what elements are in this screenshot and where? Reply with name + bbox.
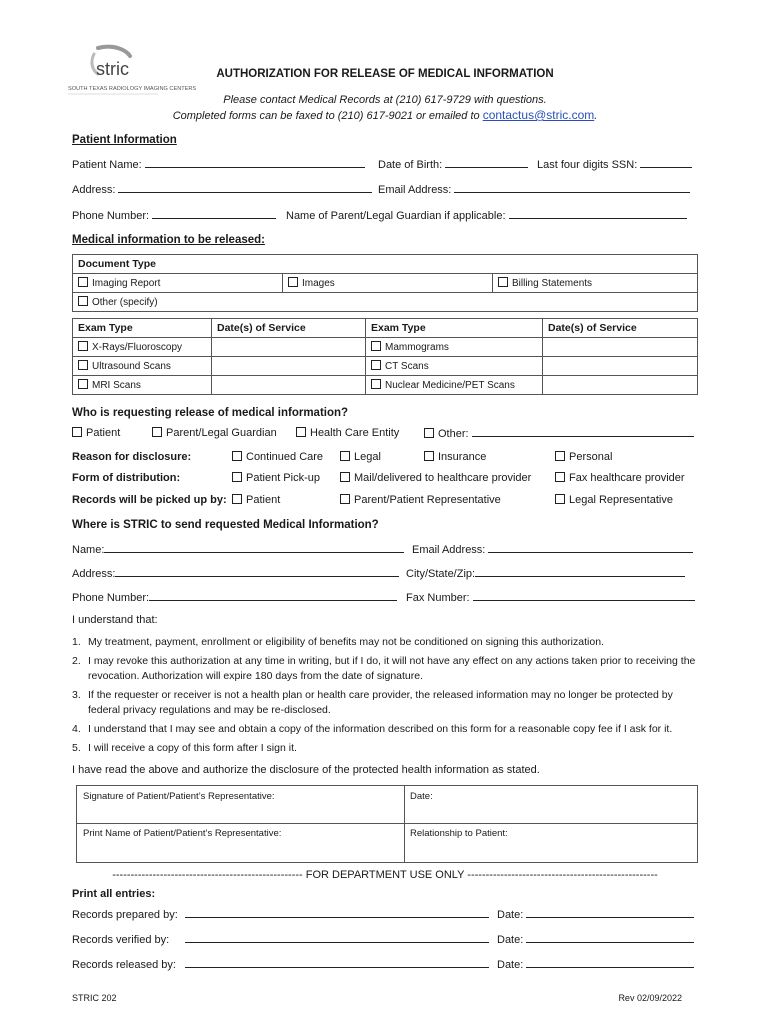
checkbox-icon[interactable] bbox=[288, 277, 298, 287]
option-label: Patient Pick-up bbox=[246, 472, 320, 484]
prepared-label: Records prepared by: bbox=[72, 909, 178, 921]
dest-fax-row bbox=[406, 591, 695, 604]
option-label: Health Care Entity bbox=[310, 427, 400, 439]
requester-guardian[interactable] bbox=[152, 427, 277, 439]
option-label: Other: bbox=[438, 428, 469, 440]
item-number: 3. bbox=[72, 689, 81, 701]
dest-email-field[interactable] bbox=[488, 543, 693, 553]
doc-type-label: Billing Statements bbox=[512, 278, 593, 289]
signature-date-field[interactable] bbox=[410, 791, 433, 802]
date-label: Date: bbox=[497, 909, 524, 921]
verified-row bbox=[72, 933, 489, 946]
checkbox-icon[interactable] bbox=[340, 494, 350, 504]
email-label: Email Address: bbox=[378, 184, 452, 196]
doc-type-billing[interactable] bbox=[493, 274, 698, 293]
reason-continued-care[interactable] bbox=[232, 451, 323, 463]
date-of-service-field[interactable] bbox=[212, 338, 366, 357]
exam-mammograms[interactable] bbox=[366, 338, 543, 357]
doc-type-label: Imaging Report bbox=[92, 278, 161, 289]
prepared-row bbox=[72, 908, 489, 921]
dest-address-field[interactable] bbox=[115, 567, 399, 577]
date-of-service-field[interactable] bbox=[543, 338, 698, 357]
address-row bbox=[72, 183, 372, 196]
requester-other[interactable] bbox=[424, 427, 694, 440]
dest-city-label: City/State/Zip: bbox=[406, 568, 476, 580]
dest-name-field[interactable] bbox=[104, 543, 404, 553]
released-date-row bbox=[497, 958, 694, 971]
dob-row bbox=[378, 158, 528, 171]
date-label: Date: bbox=[410, 791, 433, 802]
verified-date-field[interactable] bbox=[526, 933, 694, 943]
item-text: I understand that I may see and obtain a copy of the information described on this form for a reasonable copy fee if I ask for it. bbox=[88, 723, 673, 735]
document-type-header: Document Type bbox=[73, 255, 698, 274]
exam-label: CT Scans bbox=[385, 361, 429, 372]
exam-label: X-Rays/Fluoroscopy bbox=[92, 342, 183, 353]
released-date-field[interactable] bbox=[526, 958, 694, 968]
relationship-label: Relationship to Patient: bbox=[410, 828, 508, 839]
checkbox-icon[interactable] bbox=[424, 428, 434, 438]
option-label: Personal bbox=[569, 451, 613, 463]
patient-info-heading: Patient Information bbox=[72, 134, 177, 146]
dates-header: Date(s) of Service bbox=[543, 319, 698, 338]
pickup-legal[interactable] bbox=[555, 494, 673, 506]
pickup-label: Records will be picked up by: bbox=[72, 494, 227, 506]
reason-insurance[interactable] bbox=[424, 451, 486, 463]
phone-row bbox=[72, 209, 276, 222]
option-label: Patient bbox=[246, 494, 281, 506]
date-of-service-field[interactable] bbox=[212, 376, 366, 395]
list-item bbox=[72, 635, 697, 650]
patient-name-row bbox=[72, 158, 365, 171]
checkbox-icon[interactable] bbox=[72, 427, 82, 437]
ssn-label: Last four digits SSN: bbox=[537, 159, 638, 171]
dest-name-label: Name: bbox=[72, 544, 105, 556]
date-of-service-field[interactable] bbox=[543, 376, 698, 395]
checkbox-icon[interactable] bbox=[232, 494, 242, 504]
option-label: Fax healthcare provider bbox=[569, 472, 685, 484]
checkbox-icon[interactable] bbox=[371, 341, 381, 351]
checkbox-icon[interactable] bbox=[78, 379, 88, 389]
guardian-label: Name of Parent/Legal Guardian if applicable: bbox=[286, 210, 506, 222]
checkbox-icon[interactable] bbox=[232, 472, 242, 482]
signature-label: Signature of Patient/Patient’s Representative: bbox=[83, 791, 275, 802]
dest-email-label: Email Address: bbox=[412, 544, 486, 556]
exam-ct[interactable] bbox=[366, 357, 543, 376]
reason-label: Reason for disclosure: bbox=[72, 451, 192, 463]
option-label: Continued Care bbox=[246, 451, 324, 463]
doc-type-label: Other (specify) bbox=[92, 297, 158, 308]
checkbox-icon[interactable] bbox=[371, 379, 381, 389]
date-of-service-field[interactable] bbox=[212, 357, 366, 376]
ssn-field[interactable] bbox=[640, 158, 692, 168]
patient-name-field[interactable] bbox=[145, 158, 365, 168]
prepared-date-row bbox=[497, 908, 694, 921]
doc-type-images[interactable] bbox=[283, 274, 493, 293]
pickup-representative[interactable] bbox=[340, 494, 501, 506]
dest-city-field[interactable] bbox=[475, 567, 685, 577]
dest-phone-field[interactable] bbox=[149, 591, 397, 601]
print-all-label: Print all entries: bbox=[72, 888, 156, 900]
exam-label: Nuclear Medicine/PET Scans bbox=[385, 380, 515, 391]
option-label: Patient bbox=[86, 427, 121, 439]
prepared-field[interactable] bbox=[185, 908, 489, 918]
option-label: Legal Representative bbox=[569, 494, 673, 506]
form-mail[interactable] bbox=[340, 472, 531, 484]
exam-type-header: Exam Type bbox=[73, 319, 212, 338]
logo-wordmark: stric bbox=[96, 59, 129, 79]
revision-date: Rev 02/09/2022 bbox=[618, 993, 682, 1003]
terms-list bbox=[72, 635, 697, 760]
email-link[interactable]: contactus@stric.com bbox=[482, 108, 595, 122]
terms-intro: I understand that: bbox=[72, 614, 158, 626]
address-label: Address: bbox=[72, 184, 116, 196]
dest-fax-label: Fax Number: bbox=[406, 592, 470, 604]
released-label: Records released by: bbox=[72, 959, 176, 971]
document-type-table bbox=[72, 254, 698, 312]
contact-line: Please contact Medical Records at (210) 617-9729 with questions. bbox=[223, 94, 547, 106]
checkbox-icon[interactable] bbox=[78, 296, 88, 306]
signature-box bbox=[76, 785, 698, 863]
checkbox-icon[interactable] bbox=[371, 360, 381, 370]
dest-phone-row bbox=[72, 591, 397, 604]
dob-label: Date of Birth: bbox=[378, 159, 443, 171]
dest-address-label: Address: bbox=[72, 568, 116, 580]
checkbox-icon[interactable] bbox=[555, 451, 565, 461]
phone-label: Phone Number: bbox=[72, 210, 150, 222]
form-patient-pickup[interactable] bbox=[232, 472, 320, 484]
dest-phone-label: Phone Number: bbox=[72, 592, 150, 604]
list-item bbox=[72, 722, 697, 737]
requester-health-entity[interactable] bbox=[296, 427, 399, 439]
form-title: AUTHORIZATION FOR RELEASE OF MEDICAL INFORMATION bbox=[216, 68, 554, 80]
requester-other-field[interactable] bbox=[472, 427, 694, 437]
exam-ultrasound[interactable] bbox=[73, 357, 212, 376]
checkbox-icon[interactable] bbox=[555, 494, 565, 504]
prepared-date-field[interactable] bbox=[526, 908, 694, 918]
reason-legal[interactable] bbox=[340, 451, 381, 463]
list-item bbox=[72, 741, 697, 756]
exam-type-table bbox=[72, 318, 698, 395]
email-field[interactable] bbox=[454, 183, 690, 193]
department-banner: ---------------------------------------------------- FOR DEPARTMENT USE ONLY ---------------------------------------------------- bbox=[112, 869, 658, 881]
doc-type-label: Images bbox=[302, 278, 335, 289]
checkbox-icon[interactable] bbox=[78, 360, 88, 370]
address-field[interactable] bbox=[118, 183, 372, 193]
checkbox-icon[interactable] bbox=[232, 451, 242, 461]
requester-heading: Who is requesting release of medical information? bbox=[72, 407, 349, 419]
form-distribution-label: Form of distribution: bbox=[72, 472, 181, 484]
item-number: 1. bbox=[72, 636, 81, 648]
print-name-label: Print Name of Patient/Patient’s Representative: bbox=[83, 828, 282, 839]
checkbox-icon[interactable] bbox=[78, 277, 88, 287]
patient-name-label: Patient Name: bbox=[72, 159, 142, 171]
checkbox-icon[interactable] bbox=[555, 472, 565, 482]
list-item bbox=[72, 688, 697, 718]
signature-field[interactable] bbox=[83, 791, 275, 802]
checkbox-icon[interactable] bbox=[296, 427, 306, 437]
exam-label: Ultrasound Scans bbox=[92, 361, 171, 372]
dest-city-row bbox=[406, 567, 685, 580]
checkbox-icon[interactable] bbox=[78, 341, 88, 351]
exam-nuclear[interactable] bbox=[366, 376, 543, 395]
option-label: Parent/Patient Representative bbox=[354, 494, 501, 506]
form-id: STRIC 202 bbox=[72, 993, 117, 1003]
released-field[interactable] bbox=[185, 958, 489, 968]
dest-fax-field[interactable] bbox=[473, 591, 695, 601]
exam-mri[interactable] bbox=[73, 376, 212, 395]
exam-xray[interactable] bbox=[73, 338, 212, 357]
date-of-service-field[interactable] bbox=[543, 357, 698, 376]
relationship-field[interactable] bbox=[410, 828, 508, 839]
item-number: 2. bbox=[72, 655, 81, 667]
option-label: Mail/delivered to healthcare provider bbox=[354, 472, 532, 484]
dates-header: Date(s) of Service bbox=[212, 319, 366, 338]
dest-name-row bbox=[72, 543, 404, 556]
destination-heading: Where is STRIC to send requested Medical Information? bbox=[72, 519, 379, 531]
exam-label: Mammograms bbox=[385, 342, 449, 353]
doc-type-other[interactable] bbox=[73, 293, 698, 312]
exam-label: MRI Scans bbox=[92, 380, 141, 391]
released-row bbox=[72, 958, 489, 971]
item-text: My treatment, payment, enrollment or eligibility of benefits may not be conditioned on signing this authorization. bbox=[88, 636, 604, 648]
verified-date-row bbox=[497, 933, 694, 946]
checkbox-icon[interactable] bbox=[424, 451, 434, 461]
print-name-field[interactable] bbox=[83, 828, 281, 839]
item-number: 4. bbox=[72, 723, 81, 735]
list-item bbox=[72, 654, 697, 684]
fax-email-line bbox=[0, 108, 770, 122]
dob-field[interactable] bbox=[445, 158, 528, 168]
exam-type-header: Exam Type bbox=[366, 319, 543, 338]
guardian-row bbox=[286, 209, 687, 222]
fax-email-text: Completed forms can be faxed to (210) 617-9021 or emailed to bbox=[172, 110, 483, 122]
checkbox-icon[interactable] bbox=[152, 427, 162, 437]
pickup-patient[interactable] bbox=[232, 494, 280, 506]
ssn-row bbox=[537, 158, 692, 171]
reason-personal[interactable] bbox=[555, 451, 612, 463]
authorize-statement: I have read the above and authorize the disclosure of the protected health information as stated. bbox=[72, 764, 540, 776]
verified-field[interactable] bbox=[185, 933, 489, 943]
requester-patient[interactable] bbox=[72, 427, 120, 439]
item-text: If the requester or receiver is not a health plan or health care provider, the released information may no longer be protected by federal privacy regulations and may be re-disclosed. bbox=[88, 689, 673, 716]
item-text: I will receive a copy of this form after I sign it. bbox=[88, 742, 297, 754]
medical-info-heading: Medical information to be released: bbox=[72, 234, 265, 246]
dest-email-row bbox=[412, 543, 693, 556]
logo-tagline: SOUTH TEXAS RADIOLOGY IMAGING CENTERS bbox=[68, 86, 197, 92]
option-label: Legal bbox=[354, 451, 381, 463]
option-label: Parent/Legal Guardian bbox=[166, 427, 277, 439]
phone-field[interactable] bbox=[152, 209, 276, 219]
checkbox-icon[interactable] bbox=[340, 472, 350, 482]
dest-address-row bbox=[72, 567, 399, 580]
guardian-field[interactable] bbox=[509, 209, 687, 219]
date-label: Date: bbox=[497, 959, 524, 971]
item-number: 5. bbox=[72, 742, 81, 754]
checkbox-icon[interactable] bbox=[498, 277, 508, 287]
fax-email-suffix: . bbox=[594, 110, 598, 122]
date-label: Date: bbox=[497, 934, 524, 946]
email-row bbox=[378, 183, 690, 196]
option-label: Insurance bbox=[438, 451, 487, 463]
form-fax[interactable] bbox=[555, 472, 685, 484]
checkbox-icon[interactable] bbox=[340, 451, 350, 461]
item-text: I may revoke this authorization at any time in writing, but if I do, it will not have any effect on any actions taken prior to receiving the revocation. Authorization will expire 180 days from the date of signature. bbox=[88, 655, 696, 682]
doc-type-imaging-report[interactable] bbox=[73, 274, 283, 293]
verified-label: Records verified by: bbox=[72, 934, 170, 946]
